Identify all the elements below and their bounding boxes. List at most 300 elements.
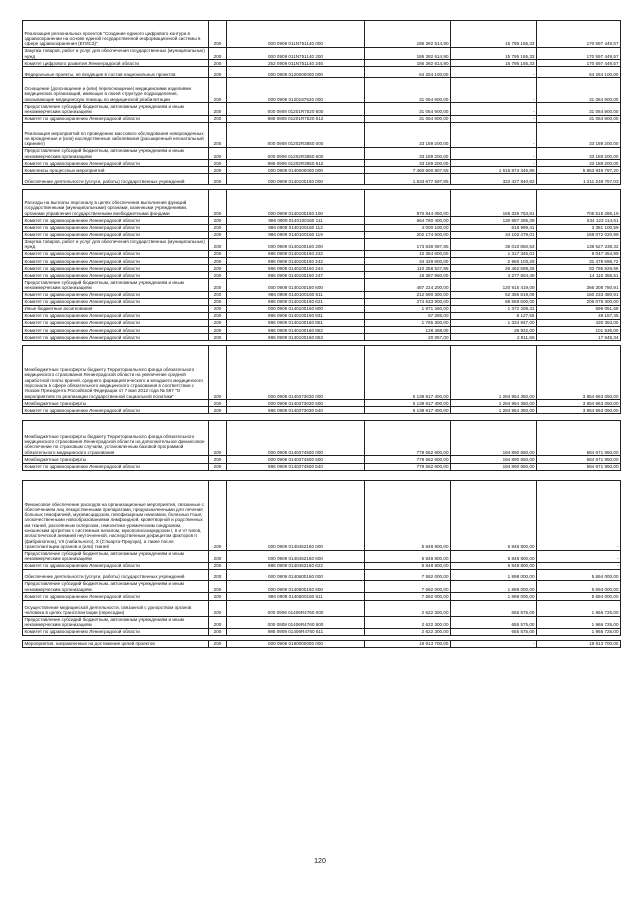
row-total-amount-cell: 366 308 780,91 <box>537 279 621 291</box>
row-change-amount-cell: - <box>451 115 537 122</box>
row-total-amount-cell: 101 536,00 <box>537 327 621 334</box>
row-total-amount-cell: - <box>537 550 621 562</box>
table-row <box>23 628 621 635</box>
row-change-amount-cell: 322 427 840,82 <box>451 174 537 185</box>
table-row <box>23 291 621 298</box>
row-total-amount-cell: 33 189 200,00 <box>537 160 621 167</box>
row-approved-amount-cell: 5 848 800,00 <box>365 562 451 569</box>
row-code-cell: 200 <box>209 279 227 291</box>
row-change-amount-cell: 15 795 165,33 <box>451 21 537 48</box>
row-approved-amount-cell: 7 592 000,00 <box>365 581 451 593</box>
row-change-amount-cell: 1 372 208,31 <box>451 305 537 312</box>
row-approved-amount-cell: 64 254 100,00 <box>365 67 451 78</box>
row-total-amount-cell: 31 064 900,00 <box>537 78 621 103</box>
row-name-cell: Комитет по здравоохранению Ленинградской области <box>23 334 209 341</box>
row-approved-amount-cell: 4 000 100,00 <box>365 224 451 231</box>
row-classification-cell: 252 0909 011N751140 246 <box>227 60 365 67</box>
row-code-cell: 200 <box>209 67 227 78</box>
row-approved-amount-cell: 1 971 260,00 <box>365 305 451 312</box>
row-change-amount-cell: 120 915 419,09 <box>451 279 537 291</box>
row-name-cell: Комитет по здравоохранению Ленинградской области <box>23 231 209 238</box>
row-total-amount-cell: 584 671 950,00 <box>537 421 621 456</box>
row-approved-amount-cell: 7 592 000,00 <box>365 570 451 581</box>
row-total-amount-cell: 14 110 355,51 <box>537 272 621 279</box>
table-row <box>23 115 621 122</box>
row-code-cell: 200 <box>209 456 227 463</box>
row-classification-cell: 986 0909 0140100160 851 <box>227 320 365 327</box>
row-code-cell: 200 <box>209 334 227 341</box>
row-code-cell: 200 <box>209 312 227 319</box>
row-change-amount-cell: 15 795 165,33 <box>451 48 537 60</box>
row-approved-amount-cell: 186 392 614,90 <box>365 21 451 48</box>
table-row <box>23 581 621 593</box>
row-change-amount-cell: - <box>451 640 537 647</box>
row-total-amount-cell: 584 671 950,00 <box>537 456 621 463</box>
table-gap <box>23 470 621 480</box>
row-classification-cell: 000 0909 01201R7520 600 <box>227 103 365 115</box>
row-classification-cell: 986 0909 01406R4760 611 <box>227 628 365 635</box>
budget-sheet <box>22 20 620 648</box>
row-name-cell: Комитет по здравоохранению Ленинградской области <box>23 407 209 414</box>
row-approved-amount-cell: 5 139 817 400,00 <box>365 407 451 414</box>
row-code-cell: 200 <box>209 400 227 407</box>
row-code-cell: 200 <box>209 115 227 122</box>
row-approved-amount-cell: 33 189 200,00 <box>365 147 451 159</box>
row-approved-amount-cell: 779 562 600,00 <box>365 456 451 463</box>
table-row <box>23 48 621 60</box>
row-code-cell: 200 <box>209 60 227 67</box>
budget-table <box>22 20 621 648</box>
row-name-cell: Предоставление субсидий бюджетным, автономным учреждениям и иным некоммерческим организациям <box>23 147 209 159</box>
row-approved-amount-cell: 2 622 300,00 <box>365 600 451 616</box>
table-gap <box>23 414 621 421</box>
row-approved-amount-cell: 202 174 500,00 <box>365 231 451 238</box>
row-name-cell: Межбюджетные трансферты <box>23 400 209 407</box>
row-change-amount-cell: 68 558 600,00 <box>451 298 537 305</box>
row-name-cell: Комитет по здравоохранению Ленинградской области <box>23 463 209 470</box>
row-change-amount-cell: 1 616 874 445,85 <box>451 167 537 174</box>
row-approved-amount-cell: 57 285,00 <box>365 312 451 319</box>
table-row <box>23 147 621 159</box>
row-classification-cell: 986 0909 0140374500 540 <box>227 463 365 470</box>
table-row <box>23 616 621 628</box>
row-total-amount-cell: 33 189 200,00 <box>537 147 621 159</box>
row-total-amount-cell: 5 694 000,00 <box>537 593 621 600</box>
row-classification-cell: 986 0909 0140600160 611 <box>227 593 365 600</box>
row-classification-cell: 000 0909 0140600160 000 <box>227 570 365 581</box>
table-row <box>23 456 621 463</box>
table-row <box>23 279 621 291</box>
row-total-amount-cell: 170 597 449,57 <box>537 48 621 60</box>
table-row <box>23 272 621 279</box>
row-change-amount-cell: 655 575,00 <box>451 616 537 628</box>
row-name-cell: Иные бюджетные ассигнования <box>23 305 209 312</box>
row-code-cell: 200 <box>209 305 227 312</box>
row-total-amount-cell: 31 479 696,72 <box>537 258 621 265</box>
row-name-cell: Комитет по здравоохранению Ленинградской области <box>23 258 209 265</box>
table-row <box>23 60 621 67</box>
row-approved-amount-cell: 186 392 614,90 <box>365 48 451 60</box>
row-total-amount-cell: 599 051,69 <box>537 305 621 312</box>
row-total-amount-cell: 1 966 725,00 <box>537 628 621 635</box>
row-classification-cell: 000 0909 0140000000 000 <box>227 167 365 174</box>
row-change-amount-cell: 1 284 954 350,00 <box>451 400 537 407</box>
row-change-amount-cell: 26 462 598,26 <box>451 265 537 272</box>
row-name-cell: Обеспечение деятельности (услуги, работы) государственных учреждений <box>23 570 209 581</box>
row-code-cell: 200 <box>209 581 227 593</box>
row-total-amount-cell: 534 123 114,61 <box>537 217 621 224</box>
row-name-cell: Оснащение (дооснащение и (или) переоснащение) медицинскими изделиями медицинских организаций, имеющих в своей структуре подразделения, оказывающие медицинскую помощь по медицинской реабилитации <box>23 78 209 103</box>
row-name-cell: Закупка товаров, работ и услуг для обеспечения государственных (муниципальных) нужд <box>23 48 209 60</box>
table-row <box>23 174 621 185</box>
row-total-amount-cell: 64 254 100,00 <box>537 67 621 78</box>
row-name-cell: Комитет по здравоохранению Ленинградской области <box>23 160 209 167</box>
table-row <box>23 103 621 115</box>
row-code-cell: 200 <box>209 463 227 470</box>
table-row <box>23 67 621 78</box>
row-name-cell: Обеспечение деятельности (услуги, работы) государственных учреждений <box>23 174 209 185</box>
row-total-amount-cell: 31 064 900,00 <box>537 103 621 115</box>
row-classification-cell: 986 0909 0140100160 852 <box>227 327 365 334</box>
gap-cell <box>23 414 621 421</box>
row-change-amount-cell: 1 334 947,00 <box>451 320 537 327</box>
row-total-amount-cell: 206 075 300,00 <box>537 298 621 305</box>
row-name-cell: Комитет по здравоохранению Ленинградской области <box>23 327 209 334</box>
row-total-amount-cell: 160 233 480,91 <box>537 291 621 298</box>
row-classification-cell: 000 0909 0140100160 200 <box>227 238 365 250</box>
row-total-amount-cell: 3 381 100,59 <box>537 224 621 231</box>
row-classification-cell: 986 0909 0140100160 831 <box>227 312 365 319</box>
row-name-cell: Предоставление субсидий бюджетным, автономным учреждениям и иным некоммерческим организациям <box>23 581 209 593</box>
row-change-amount-cell: 194 890 650,00 <box>451 463 537 470</box>
table-row <box>23 550 621 562</box>
row-code-cell: 200 <box>209 174 227 185</box>
row-code-cell: 200 <box>209 291 227 298</box>
table-row <box>23 562 621 569</box>
row-change-amount-cell: 1 898 000,00 <box>451 581 537 593</box>
row-total-amount-cell: 1 211 249 757,03 <box>537 174 621 185</box>
row-approved-amount-cell: 5 848 800,00 <box>365 550 451 562</box>
row-code-cell: 200 <box>209 600 227 616</box>
row-code-cell: 200 <box>209 258 227 265</box>
row-classification-cell: 000 0909 0140452160 000 <box>227 480 365 550</box>
row-code-cell: 200 <box>209 103 227 115</box>
row-total-amount-cell: 5 853 846 797,20 <box>537 167 621 174</box>
row-approved-amount-cell: 33 189 200,00 <box>365 122 451 147</box>
row-change-amount-cell: - <box>451 78 537 103</box>
row-classification-cell: 000 0909 0140100160 600 <box>227 279 365 291</box>
table-row <box>23 78 621 103</box>
row-code-cell: 200 <box>209 320 227 327</box>
gap-cell <box>23 470 621 480</box>
row-name-cell: Предоставление субсидий бюджетным, автономным учреждениям и иным некоммерческим организациям <box>23 103 209 115</box>
row-total-amount-cell: 1 966 725,00 <box>537 616 621 628</box>
table-row <box>23 217 621 224</box>
row-change-amount-cell: 1 284 954 350,00 <box>451 407 537 414</box>
row-code-cell: 200 <box>209 298 227 305</box>
row-classification-cell: 000 0909 01202R3850 000 <box>227 122 365 147</box>
row-name-cell: Комитет по здравоохранению Ленинградской области <box>23 628 209 635</box>
row-name-cell: Реализация региональных проектов "Создание единого цифрового контура в здравоохранении на основе единой государственной информационной системы в сфере здравоохранения (ЕГИСЗ)" <box>23 21 209 48</box>
row-total-amount-cell: 31 064 900,00 <box>537 115 621 122</box>
table-row <box>23 231 621 238</box>
row-classification-cell: 986 0909 0140100160 244 <box>227 265 365 272</box>
row-total-amount-cell: 3 854 863 050,00 <box>537 346 621 400</box>
row-total-amount-cell: - <box>537 562 621 569</box>
row-name-cell: Федеральные проекты, не входящие в состав национальных проектов <box>23 67 209 78</box>
row-name-cell: Комитет по здравоохранению Ленинградской области <box>23 265 209 272</box>
row-code-cell: 200 <box>209 421 227 456</box>
table-row <box>23 122 621 147</box>
row-name-cell: Межбюджетные трансферты <box>23 456 209 463</box>
row-approved-amount-cell: 7 460 500 807,65 <box>365 167 451 174</box>
row-code-cell: 200 <box>209 562 227 569</box>
table-row <box>23 463 621 470</box>
row-classification-cell: 000 0909 0140600160 600 <box>227 581 365 593</box>
row-approved-amount-cell: 34 429 800,00 <box>365 258 451 265</box>
row-change-amount-cell: - <box>451 147 537 159</box>
row-change-amount-cell: 5 848 800,00 <box>451 480 537 550</box>
row-classification-cell: 000 0909 0140374500 500 <box>227 456 365 463</box>
row-code-cell: 200 <box>209 231 227 238</box>
row-name-cell: Комитет по здравоохранению Ленинградской области <box>23 562 209 569</box>
row-change-amount-cell: 26 922,00 <box>451 327 537 334</box>
row-classification-cell: 986 0909 0140100160 111 <box>227 217 365 224</box>
row-code-cell: 200 <box>209 628 227 635</box>
budget-table-body <box>23 21 621 648</box>
row-name-cell: Межбюджетные трансферты бюджету Территориального фонда обязательного медицинского страхования Ленинградской области на увеличение средней заработной платы врачей, среднего фармацевтического и младшего медицинского персонала в сфере обязательного медицинского страхования в соответствии с Указом Президента Российской Федерации от 7 мая 2012 года № 597 "О мероприятиях по реализации государственной социальной политики" <box>23 346 209 400</box>
page-number: 120 <box>314 858 326 865</box>
row-name-cell: Осуществление медицинской деятельности, связанной с донорством органов человека в целях трансплантации (пересадки) <box>23 600 209 616</box>
table-row <box>23 312 621 319</box>
row-approved-amount-cell: 274 633 900,00 <box>365 298 451 305</box>
row-name-cell: Предоставление субсидий бюджетным, автономным учреждениям и иным некоммерческим организациям <box>23 550 209 562</box>
row-change-amount-cell: 655 575,00 <box>451 600 537 616</box>
row-approved-amount-cell: 5 848 800,00 <box>365 480 451 550</box>
row-change-amount-cell: 2 950 103,28 <box>451 258 537 265</box>
row-name-cell: Закупка товаров, работ и услуг для обеспечения государственных (муниципальных) нужд <box>23 238 209 250</box>
row-change-amount-cell: 130 657 285,39 <box>451 217 537 224</box>
row-name-cell: Финансовое обеспечение расходов на организационные мероприятия, связанные с обеспечением лиц лекарственными препаратами, предназначенными для лечения больных гемофилией, муковисцидозом, гипофизарным нанизмом, болезнью Гоше, злокачественными новообразованиями лимфоидной, кроветворной и родственных им тканей, рассеянным склерозом, гемолитико-уремическим синдромом, юношеским артритом с системным началом, мукополисахаридозом I, II и VI типов, апластической анемией неуточненной, наследственным дефицитом факторов II (фибриногена), VII (лабильного), X (Стюарта-Прауэра), а также после трансплантации органов и (или) тканей <box>23 480 209 550</box>
table-row <box>23 190 621 217</box>
table-row <box>23 320 621 327</box>
row-code-cell: 200 <box>209 224 227 231</box>
row-classification-cell: 986 0909 01201R7520 612 <box>227 115 365 122</box>
row-name-cell: Комитет по здравоохранению Ленинградской области <box>23 251 209 258</box>
row-name-cell: Предоставление субсидий бюджетным, автономным учреждениям и иным некоммерческим организациям <box>23 616 209 628</box>
row-approved-amount-cell: 173 638 087,85 <box>365 238 451 250</box>
row-name-cell: Комитет по здравоохранению Ленинградской области <box>23 320 209 327</box>
row-approved-amount-cell: 1 533 677 597,85 <box>365 174 451 185</box>
table-row <box>23 600 621 616</box>
row-code-cell: 200 <box>209 160 227 167</box>
row-approved-amount-cell: 10 364 800,00 <box>365 251 451 258</box>
row-change-amount-cell: 5 848 800,00 <box>451 562 537 569</box>
row-classification-cell: 986 0909 0140100160 853 <box>227 334 365 341</box>
row-name-cell: Комитет по здравоохранению Ленинградской области <box>23 298 209 305</box>
row-approved-amount-cell: 7 592 000,00 <box>365 593 451 600</box>
row-classification-cell: 000 0909 0140100160 100 <box>227 190 365 217</box>
row-classification-cell: 000 0909 0120000000 000 <box>227 67 365 78</box>
row-total-amount-cell: 430 353,00 <box>537 320 621 327</box>
row-code-cell: 200 <box>209 616 227 628</box>
row-approved-amount-cell: 31 064 900,00 <box>365 115 451 122</box>
row-change-amount-cell: 1 898 000,00 <box>451 570 537 581</box>
table-row <box>23 480 621 550</box>
table-row <box>23 421 621 456</box>
row-approved-amount-cell: 664 780 400,00 <box>365 217 451 224</box>
row-approved-amount-cell: 2 622 300,00 <box>365 616 451 628</box>
row-code-cell: 200 <box>209 272 227 279</box>
table-row <box>23 400 621 407</box>
row-classification-cell: 000 0909 01406R4760 000 <box>227 600 365 616</box>
row-total-amount-cell: 19 913 700,00 <box>537 640 621 647</box>
row-code-cell: 200 <box>209 480 227 550</box>
row-change-amount-cell: 15 795 165,33 <box>451 60 537 67</box>
table-row <box>23 593 621 600</box>
row-change-amount-cell: 165 328 763,81 <box>451 190 537 217</box>
row-name-cell: Комитет по здравоохранению Ленинградской области <box>23 224 209 231</box>
row-name-cell: Комитет по здравоохранению Ленинградской области <box>23 217 209 224</box>
row-classification-cell: 000 0909 0180000000 000 <box>227 640 365 647</box>
row-classification-cell: 986 0909 0140100160 112 <box>227 224 365 231</box>
row-change-amount-cell: 1 898 000,00 <box>451 593 537 600</box>
row-name-cell: Комплексы процессных мероприятий <box>23 167 209 174</box>
row-approved-amount-cell: 5 139 817 400,00 <box>365 346 451 400</box>
row-change-amount-cell: - <box>451 122 537 147</box>
table-row <box>23 298 621 305</box>
row-code-cell: 200 <box>209 593 227 600</box>
row-change-amount-cell: 194 890 650,00 <box>451 456 537 463</box>
table-row <box>23 346 621 400</box>
row-approved-amount-cell: 779 562 600,00 <box>365 463 451 470</box>
row-code-cell: 200 <box>209 407 227 414</box>
row-change-amount-cell: 655 575,00 <box>451 628 537 635</box>
row-code-cell: 200 <box>209 550 227 562</box>
row-approved-amount-cell: 128 458,00 <box>365 327 451 334</box>
row-change-amount-cell: - <box>451 67 537 78</box>
row-code-cell: 200 <box>209 21 227 48</box>
row-code-cell: 200 <box>209 167 227 174</box>
row-change-amount-cell: 4 277 604,49 <box>451 272 537 279</box>
row-classification-cell: 000 0909 0140100160 000 <box>227 174 365 185</box>
row-change-amount-cell: 8 127,55 <box>451 312 537 319</box>
row-change-amount-cell: 52 356 819,09 <box>451 291 537 298</box>
row-approved-amount-cell: 487 224 200,00 <box>365 279 451 291</box>
row-change-amount-cell: 1 317 345,01 <box>451 251 537 258</box>
row-approved-amount-cell: 186 392 614,90 <box>365 60 451 67</box>
row-approved-amount-cell: 31 064 900,00 <box>365 103 451 115</box>
table-row <box>23 167 621 174</box>
row-code-cell: 200 <box>209 147 227 159</box>
table-row <box>23 640 621 647</box>
table-row <box>23 160 621 167</box>
table-row <box>23 265 621 272</box>
row-change-amount-cell: - <box>451 160 537 167</box>
row-total-amount-cell: - <box>537 480 621 550</box>
row-name-cell: Комитет по здравоохранению Ленинградской области <box>23 291 209 298</box>
row-change-amount-cell: 5 848 800,00 <box>451 550 537 562</box>
table-row <box>23 258 621 265</box>
row-total-amount-cell: 33 189 200,00 <box>537 122 621 147</box>
row-name-cell: Расходы на выплаты персоналу в целях обеспечения выполнения функций государственными (муниципальными) органами, казенными учреждениями, органами управления государственными внебюджетными фондами <box>23 190 209 217</box>
row-change-amount-cell: 34 102 479,01 <box>451 231 537 238</box>
table-row <box>23 21 621 48</box>
row-total-amount-cell: 3 854 863 050,00 <box>537 407 621 414</box>
row-approved-amount-cell: 19 913 700,00 <box>365 640 451 647</box>
row-name-cell: Комитет по здравоохранению Ленинградской области <box>23 272 209 279</box>
row-classification-cell: 986 0909 0140100160 242 <box>227 258 365 265</box>
table-row <box>23 327 621 334</box>
row-total-amount-cell: 17 645,34 <box>537 334 621 341</box>
row-total-amount-cell: 1 966 725,00 <box>537 600 621 616</box>
row-classification-cell: 986 0909 0140373030 540 <box>227 407 365 414</box>
row-total-amount-cell: 5 694 000,00 <box>537 570 621 581</box>
row-total-amount-cell: 168 072 020,99 <box>537 231 621 238</box>
row-classification-cell: 000 0909 0140373030 000 <box>227 346 365 400</box>
row-classification-cell: 000 0909 0140100160 800 <box>227 305 365 312</box>
row-approved-amount-cell: 870 844 050,00 <box>365 190 451 217</box>
row-approved-amount-cell: 5 139 817 400,00 <box>365 400 451 407</box>
row-classification-cell: 986 0909 0140100160 611 <box>227 291 365 298</box>
row-code-cell: 200 <box>209 346 227 400</box>
row-total-amount-cell: 3 854 863 050,00 <box>537 400 621 407</box>
row-classification-cell: 000 0909 01406R4760 600 <box>227 616 365 628</box>
row-approved-amount-cell: 110 258 527,85 <box>365 265 451 272</box>
row-code-cell: 200 <box>209 327 227 334</box>
row-approved-amount-cell: 20 057,00 <box>365 334 451 341</box>
row-classification-cell: 986 0909 0140100160 621 <box>227 298 365 305</box>
row-code-cell: 200 <box>209 48 227 60</box>
row-classification-cell: 000 0909 0120187520 000 <box>227 78 365 103</box>
row-name-cell: Комитет по здравоохранению Ленинградской области <box>23 312 209 319</box>
row-total-amount-cell: 170 597 449,57 <box>537 21 621 48</box>
row-change-amount-cell: 2 811,66 <box>451 334 537 341</box>
row-code-cell: 200 <box>209 265 227 272</box>
row-classification-cell: 000 0909 0140373030 500 <box>227 400 365 407</box>
row-classification-cell: 000 0909 0140452160 600 <box>227 550 365 562</box>
row-approved-amount-cell: 1 765 300,00 <box>365 320 451 327</box>
row-total-amount-cell: 584 671 950,00 <box>537 463 621 470</box>
row-total-amount-cell: 705 515 286,19 <box>537 190 621 217</box>
row-change-amount-cell: 194 890 650,00 <box>451 421 537 456</box>
row-name-cell: Предоставление субсидий бюджетным, автономным учреждениям и иным некоммерческим организациям <box>23 279 209 291</box>
row-name-cell: Комитет по здравоохранению Ленинградской области <box>23 115 209 122</box>
row-classification-cell: 986 0909 01202R3850 612 <box>227 160 365 167</box>
row-change-amount-cell: - <box>451 103 537 115</box>
table-row <box>23 251 621 258</box>
row-name-cell: Межбюджетные трансферты бюджету Территориального фонда обязательного медицинского страхования Ленинградской области на дополнительное финансовое обеспечение по страховым случаям, установленным базовой программой обязательного медицинского страхования <box>23 421 209 456</box>
table-row <box>23 570 621 581</box>
row-total-amount-cell: 49 157,45 <box>537 312 621 319</box>
row-classification-cell: 986 0909 0140100160 119 <box>227 231 365 238</box>
row-approved-amount-cell: 18 387 960,00 <box>365 272 451 279</box>
row-change-amount-cell: 1 284 954 350,00 <box>451 346 537 400</box>
row-approved-amount-cell: 212 590 300,00 <box>365 291 451 298</box>
row-code-cell: 200 <box>209 78 227 103</box>
row-approved-amount-cell: 33 189 200,00 <box>365 160 451 167</box>
row-total-amount-cell: 83 795 929,59 <box>537 265 621 272</box>
table-row <box>23 238 621 250</box>
row-name-cell: Мероприятия, направленные на достижение целей проектов <box>23 640 209 647</box>
row-classification-cell: 000 0909 011N751140 000 <box>227 21 365 48</box>
row-change-amount-cell: 35 010 850,53 <box>451 238 537 250</box>
row-approved-amount-cell: 779 562 600,00 <box>365 421 451 456</box>
row-code-cell: 200 <box>209 640 227 647</box>
row-code-cell: 200 <box>209 122 227 147</box>
row-classification-cell: 000 0909 0140374500 000 <box>227 421 365 456</box>
row-change-amount-cell: 618 999,41 <box>451 224 537 231</box>
